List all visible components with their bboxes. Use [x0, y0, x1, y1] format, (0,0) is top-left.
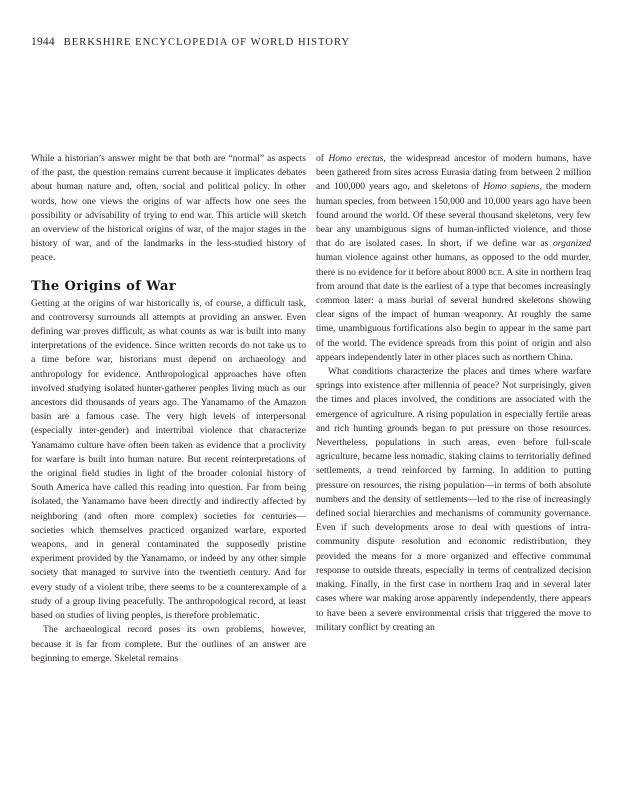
- era-abbreviation: bce: [488, 266, 502, 278]
- section-heading: The Origins of War: [31, 278, 177, 294]
- body-paragraph: The archaeological record poses its own problems, however, because it is far from complete. But the outlines of an answer are beginning to emerge. Skeletal remains: [31, 624, 306, 664]
- body-paragraph: [316, 152, 591, 365]
- text-run: human violence against other humans, as opposed to the odd murder, there is no evidence for it before about 8000: [316, 252, 591, 278]
- text-run: of: [316, 153, 329, 164]
- species-name: Homo sapiens,: [483, 181, 542, 193]
- body-paragraph: Getting at the origins of war historically is, of course, a difficult task, and controversy surrounds all attempts at providing an answer. Even defining war proves difficult, as what counts as war is built into many interpretations of the evidence. Since written records do not take us to a time before war, historians must depend on archaeology and anthropology for evidence. Anthropological approaches have often involved studying isolated hunter-gatherer peoples living much as our ancestors did thousands of years ago. The Yanamamo of the Amazon basin are a famous case. The very high levels of interpersonal (especially inter-gender) and intertribal violence that characterize Yanamamo culture have often been taken as evidence that a proclivity for warfare is built into human nature. But recent reinterpretations of the original field studies in light of the broader colonial history of South America have called this reading into question. Far from being isolated, the Yanamamo have been directly and indirectly affected by neighboring (and often more complex) societies for centuries—societies which themselves practiced organized warfare, exported weapons, and in general contaminated the supposedly pristine experiment provided by the Yanamamo, or indeed by any other simple society that managed to survive into the twentieth century. And for every study of a violent tribe, there seems to be a counterexample of a study of a group living peacefully. The anthropological record, at least based on studies of living peoples, is therefore problematic.: [31, 297, 306, 622]
- text-run: the modern human species, from between 150,000 and 10,000 years ago have been found around the world. Of these several thousand skeletons, very few bear any unambiguous signs of human-inflicted violence, and those that do are isolated cases. In short, if we define war as: [316, 181, 591, 250]
- left-column: [31, 152, 306, 666]
- page-number: 1944: [31, 36, 55, 48]
- intro-paragraph: While a historian’s answer might be that both are “normal” as aspects of the past, the question remains current because it implicates debates about human nature and, often, social and political policy. In other words, how one views the origins of war affects how one sees the possibility or advisability of trying to end war. This article will sketch an overview of the historical origins of war, of the major stages in the history of war, and of the landmarks in the less-studied history of peace.: [31, 153, 306, 264]
- body-paragraph: What conditions characterize the places and times where warfare springs into existence after millennia of peace? Not surprisingly, given the times and places involved, the conditions are associated with the emergence of agriculture. A rising population in especially fertile areas and rich hunting grounds began to put pressure on those resources. Nevertheless, populations in such areas, even before full-scale agriculture, became less nomadic, staking claims to territorially defined settlements, a trend reinforced by farming. In addition to putting pressure on resources, the rising population—in terms of both absolute numbers and the density of settlements—led to the rise of increasingly defined social hierarchies and mechanisms of community governance. Even if such developments arose to deal with questions of intra-community dispute resolution and economic redistribution, they provided the means for a more organized and effective communal response to outside threats, especially in terms of centralized decision making. Finally, in the first case in northern Iraq and in several later cases where war making arose apparently independently, there appears to have been a severe environmental crisis that triggered the move to military conflict by creating an: [316, 366, 591, 633]
- text-run: the widespread ancestor of modern humans, have been gathered from sites across Eurasia dating from between 2 million and 100,000 years ago, and skeletons of: [316, 153, 592, 193]
- right-column: [316, 152, 591, 635]
- emphasis-term: organized: [552, 238, 591, 250]
- text-run: . A site in northern Iraq from around that date is the earliest of a type that becomes increasingly common later: a mass burial of several hundred skeletons showing clear signs of the impact of human weaponry. At roughly the same time, unambiguous fortifications also begin to appear in the same part of the world. The evidence spreads from this point of origin and also appears independently later in other places such as northern China.: [316, 266, 591, 363]
- running-header: [31, 36, 350, 48]
- species-name: Homo erectus,: [328, 153, 386, 164]
- publication-title: BERKSHIRE ENCYCLOPEDIA OF WORLD HISTORY: [63, 37, 351, 48]
